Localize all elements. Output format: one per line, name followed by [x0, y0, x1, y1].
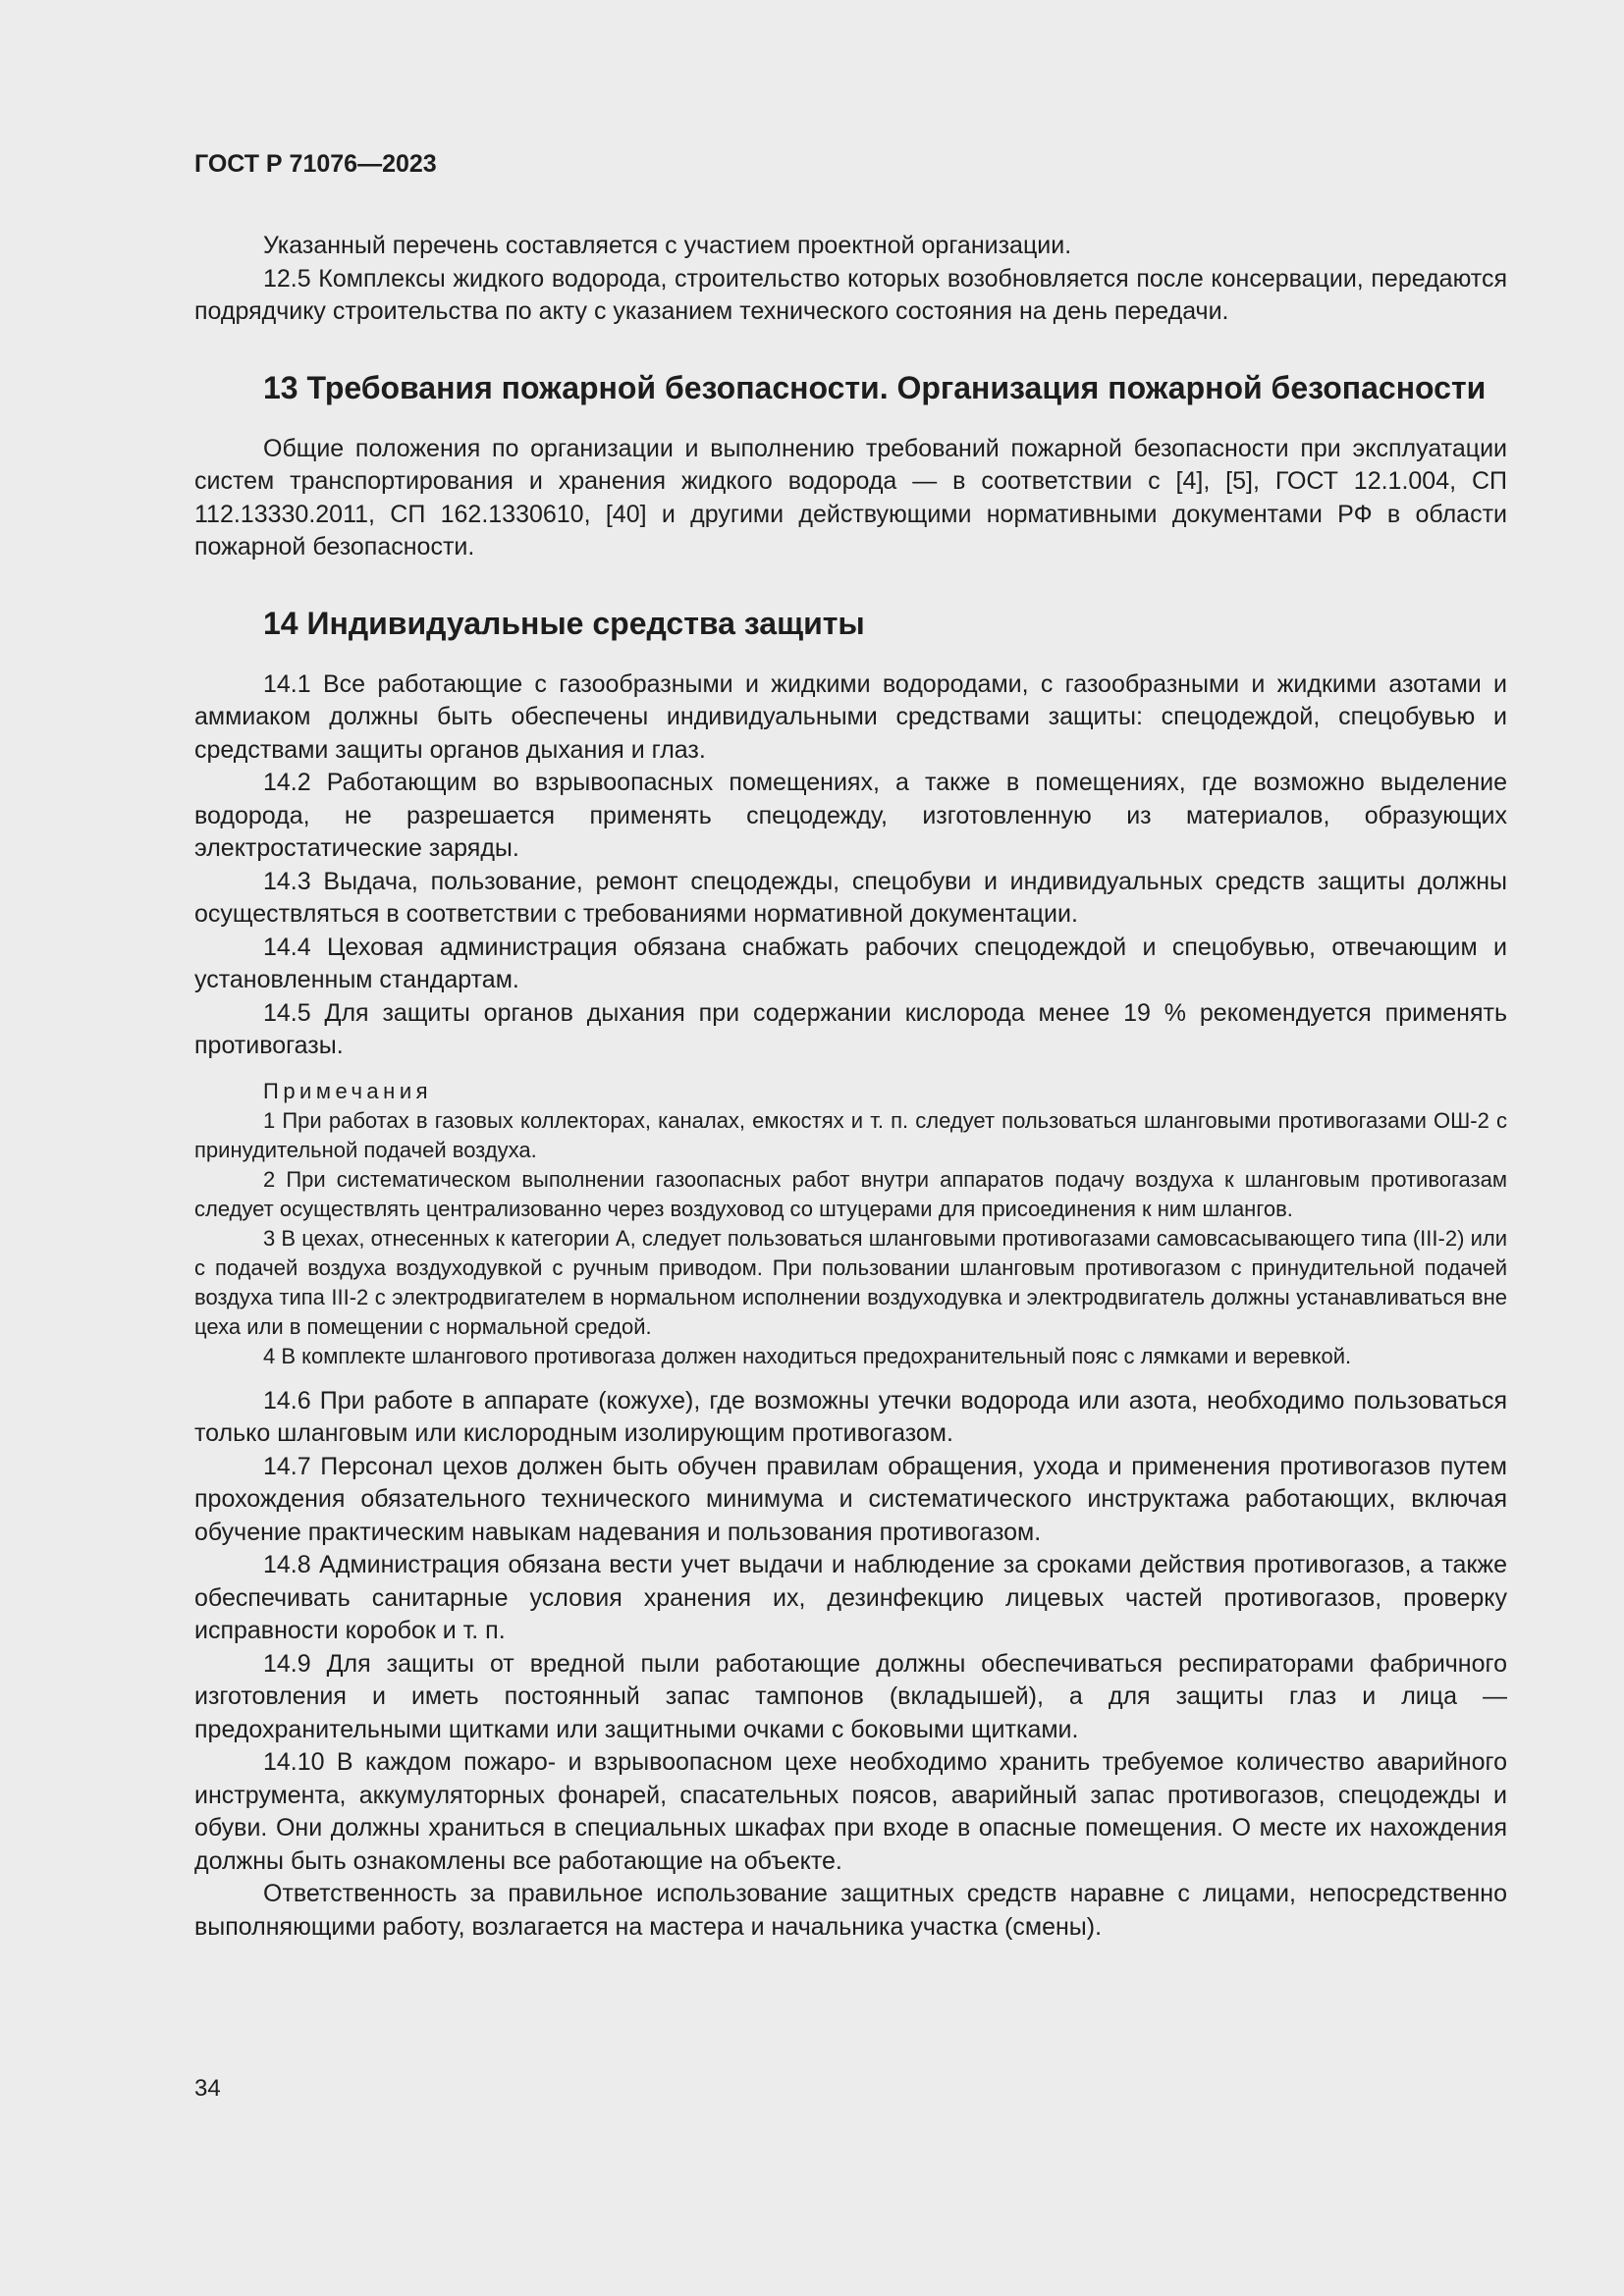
note-1: 1 При работах в газовых коллекторах, каналах, емкостях и т. п. следует пользоваться шланговыми противогазами ОШ-2 с принудительной подачей воздуха. — [194, 1107, 1507, 1162]
paragraph: Указанный перечень составляется с участием проектной организации. — [263, 232, 1072, 259]
paragraph-14-8: 14.8 Администрация обязана вести учет выдачи и наблюдение за сроками действия противогазов, а также обеспечивать санитарные условия хранения их, дезинфекцию лицевых частей противогазов, проверку исправности коробок и т. п. — [194, 1551, 1507, 1644]
paragraph-14-6: 14.6 При работе в аппарате (кожухе), где возможны утечки водорода или азота, необходимо пользоваться только шланговым или кислородным изолирующим противогазом. — [194, 1386, 1507, 1447]
responsibility-paragraph: Ответственность за правильное использование защитных средств наравне с лицами, непосредственно выполняющими работу, возлагается на мастера и начальника участка (смены). — [194, 1880, 1507, 1941]
paragraph-14-5: 14.5 Для защиты органов дыхания при содержании кислорода менее 19 % рекомендуется применять противогазы. — [194, 998, 1507, 1059]
paragraph-14-4: 14.4 Цеховая администрация обязана снабжать рабочих спецодеждой и спецобувью, отвечающим и установленным стандартам. — [194, 933, 1507, 993]
paragraph-14-7: 14.7 Персонал цехов должен быть обучен правилам обращения, ухода и применения противогазов путем прохождения обязательного технического минимума и систематического инструктажа работающих, включая обучение практическим навыкам надевания и пользования противогазом. — [194, 1452, 1507, 1546]
section-14-title: 14 Индивидуальные средства защиты — [263, 605, 865, 641]
section-13-title: 13 Требования пожарной безопасности. Организация пожарной безопасности — [263, 369, 1487, 405]
paragraph-14-3: 14.3 Выдача, пользование, ремонт спецодежды, спецобуви и индивидуальных средств защиты должны осуществляться в соответствии с требованиями нормативной документации. — [194, 867, 1507, 928]
page-number: 34 — [194, 2075, 221, 2102]
paragraph-12-5: 12.5 Комплексы жидкого водорода, строительство которых возобновляется после консервации, передаются подрядчику строительства по акту с указанием технического состояния на день передачи. — [194, 264, 1507, 325]
note-3: 3 В цехах, отнесенных к категории А, следует пользоваться шланговыми противогазами самовсасывающего типа (III-2) или с подачей воздуха воздуходувкой с ручным приводом. При пользовании шланговым противогазом с принудительной подачей воздуха типа III-2 с электродвигателем в нормальном исполнении воздуходувка и электродвигатель должны устанавливаться вне цеха или в помещении с нормальной средой. — [194, 1225, 1507, 1339]
paragraph-14-9: 14.9 Для защиты от вредной пыли работающие должны обеспечиваться респираторами фабричного изготовления и иметь постоянный запас тампонов (вкладышей), а для защиты глаз и лица — предохранительными щитками или защитными очками с боковыми щитками. — [194, 1649, 1507, 1743]
notes-title: Примечания — [263, 1078, 433, 1103]
paragraph-14-10: 14.10 В каждом пожаро- и взрывоопасном цехе необходимо хранить требуемое количество аварийного инструмента, аккумуляторных фонарей, спасательных поясов, аварийный запас противогазов, спецодежды и обуви. Они должны храниться в специальных шкафах при входе в опасные помещения. О месте их нахождения должны быть ознакомлены все работающие на объекте. — [194, 1748, 1507, 1875]
paragraph-14-1: 14.1 Все работающие с газообразными и жидкими водородами, с газообразными и жидкими азотами и аммиаком должны быть обеспечены индивидуальными средствами защиты: спецодеждой, спецобувью и средствами защиты органов дыхания и глаз. — [194, 669, 1507, 764]
notes-block — [194, 1077, 1507, 1371]
document-header: ГОСТ Р 71076—2023 — [194, 150, 437, 178]
document-page — [194, 147, 1507, 1944]
note-2: 2 При систематическом выполнении газоопасных работ внутри аппаратов подачу воздуха к шланговым противогазам следует осуществлять централизованно через воздуховод со штуцерами для присоединения к ним шлангов. — [194, 1166, 1507, 1221]
section-13-paragraph: Общие положения по организации и выполнению требований пожарной безопасности при эксплуатации систем транспортирования и хранения жидкого водорода — в соответствии с [4], [5], ГОСТ 12.1.004, СП 112.13330.2011, СП 162.1330610, [40] и другими действующими нормативными документами РФ в области пожарной безопасности. — [194, 434, 1507, 561]
note-4: 4 В комплекте шлангового противогаза должен находиться предохранительный пояс с лямками и веревкой. — [263, 1343, 1352, 1368]
paragraph-14-2: 14.2 Работающим во взрывоопасных помещениях, а также в помещениях, где возможно выделение водорода, не разрешается применять спецодежду, изготовленную из материалов, образующих электростатические заряды. — [194, 769, 1507, 862]
